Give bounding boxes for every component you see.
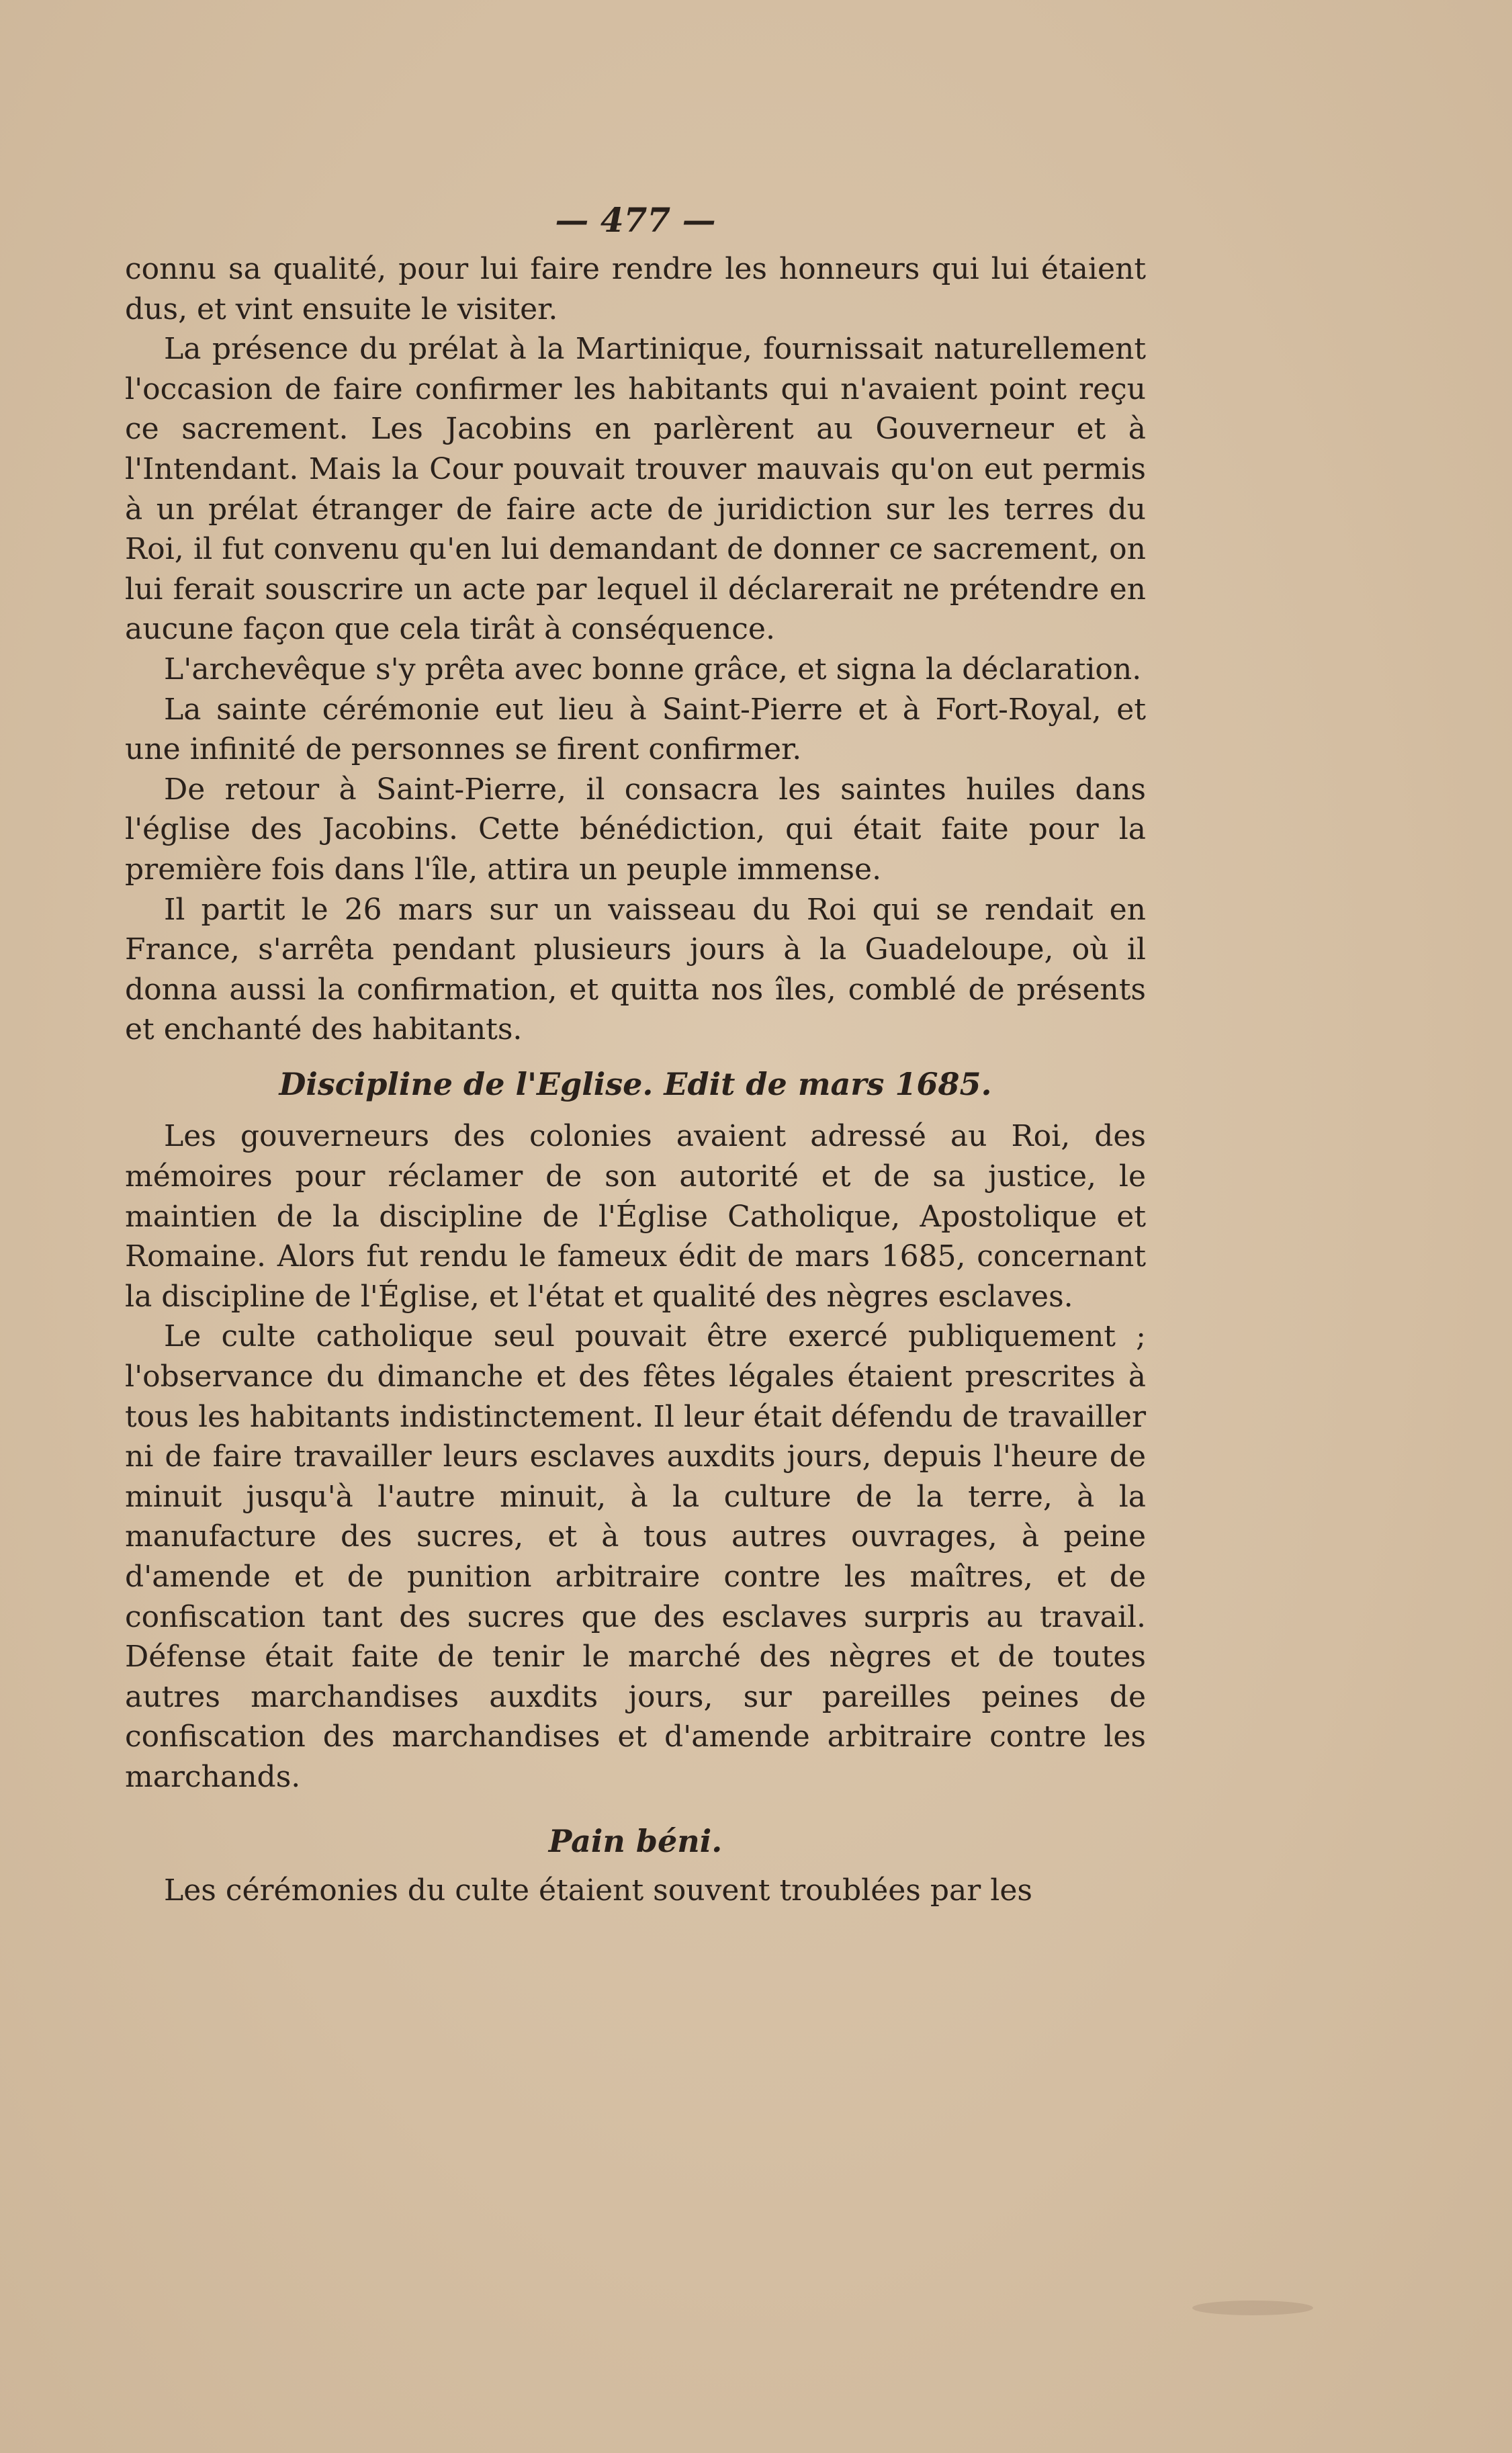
section-heading-pain-beni: Pain béni. — [548, 1822, 723, 1859]
paper-stain — [1192, 2301, 1313, 2315]
paragraph-ceremonies-troubled: Les cérémonies du culte étaient souvent troublées par les — [164, 1873, 1032, 1908]
paragraph-departure: Il partit le 26 mars sur un vaisseau du Roi qui se rendait en France, s'arrêta pendant plusieurs jours à la Guadeloupe, où il donna aussi la confirmation, et quitta nos îles, comblé de présents et enchanté des habitants. — [125, 892, 1146, 1047]
paragraph-ceremony: La sainte cérémonie eut lieu à Saint-Pierre et à Fort-Royal, et une infinité de personnes se firent confirmer. — [125, 692, 1146, 767]
section-heading-discipline: Discipline de l'Eglise. Edit de mars 1685. — [279, 1065, 992, 1102]
paragraph-governors-memoirs: Les gouverneurs des colonies avaient adressé au Roi, des mémoires pour réclamer de son autorité et de sa justice, le maintien de la discipline de l'Église Catholique, Apostolique et Romaine. Alors fut rendu le fameux édit de mars 1685, concernant la discipline de l'Église, et l'état et qualité des nègres esclaves. — [125, 1119, 1146, 1314]
page-number: — 477 — — [555, 200, 716, 240]
text-block — [125, 202, 1146, 1911]
paragraph-catholic-worship: Le culte catholique seul pouvait être exercé publiquement ; l'observance du dimanche et des fêtes légales étaient prescrites à tous les habitants indistinctement. Il leur était défendu de travailler ni de faire travailler leurs esclaves auxdits jours, depuis l'heure de minuit jusqu'à l'autre minuit, à la culture de la terre, à la manufacture des sucres, et à tous autres ouvrages, à peine d'amende et de punition arbitraire contre les maîtres, et de confiscation tant des sucres que des esclaves surpris au travail. Défense était faite de tenir le marché des nègres et de toutes autres marchandises auxdits jours, sur pareilles peines de confiscation des marchandises et d'amende arbitraire contre les marchands. — [125, 1319, 1146, 1794]
paragraph-archbishop-declaration: L'archevêque s'y prêta avec bonne grâce, et signa la déclaration. — [164, 652, 1142, 686]
paragraph-continuation: connu sa qualité, pour lui faire rendre les honneurs qui lui étaient dus, et vint ensuite le visiter. — [125, 252, 1146, 326]
paragraph-holy-oils: De retour à Saint-Pierre, il consacra les saintes huiles dans l'église des Jacobins. Cette bénédiction, qui était faite pour la première fois dans l'île, attira un peuple immense. — [125, 772, 1146, 887]
paragraph-prelate-presence: La présence du prélat à la Martinique, fournissait naturellement l'occasion de faire confirmer les habitants qui n'avaient point reçu ce sacrement. Les Jacobins en parlèrent au Gouverneur et à l'Intendant. Mais la Cour pouvait trouver mauvais qu'on eut permis à un prélat étranger de faire acte de juridiction sur les terres du Roi, il fut convenu qu'en lui demandant de donner ce sacrement, on lui ferait souscrire un acte par lequel il déclarerait ne prétendre en aucune façon que cela tirât à conséquence. — [125, 332, 1146, 647]
